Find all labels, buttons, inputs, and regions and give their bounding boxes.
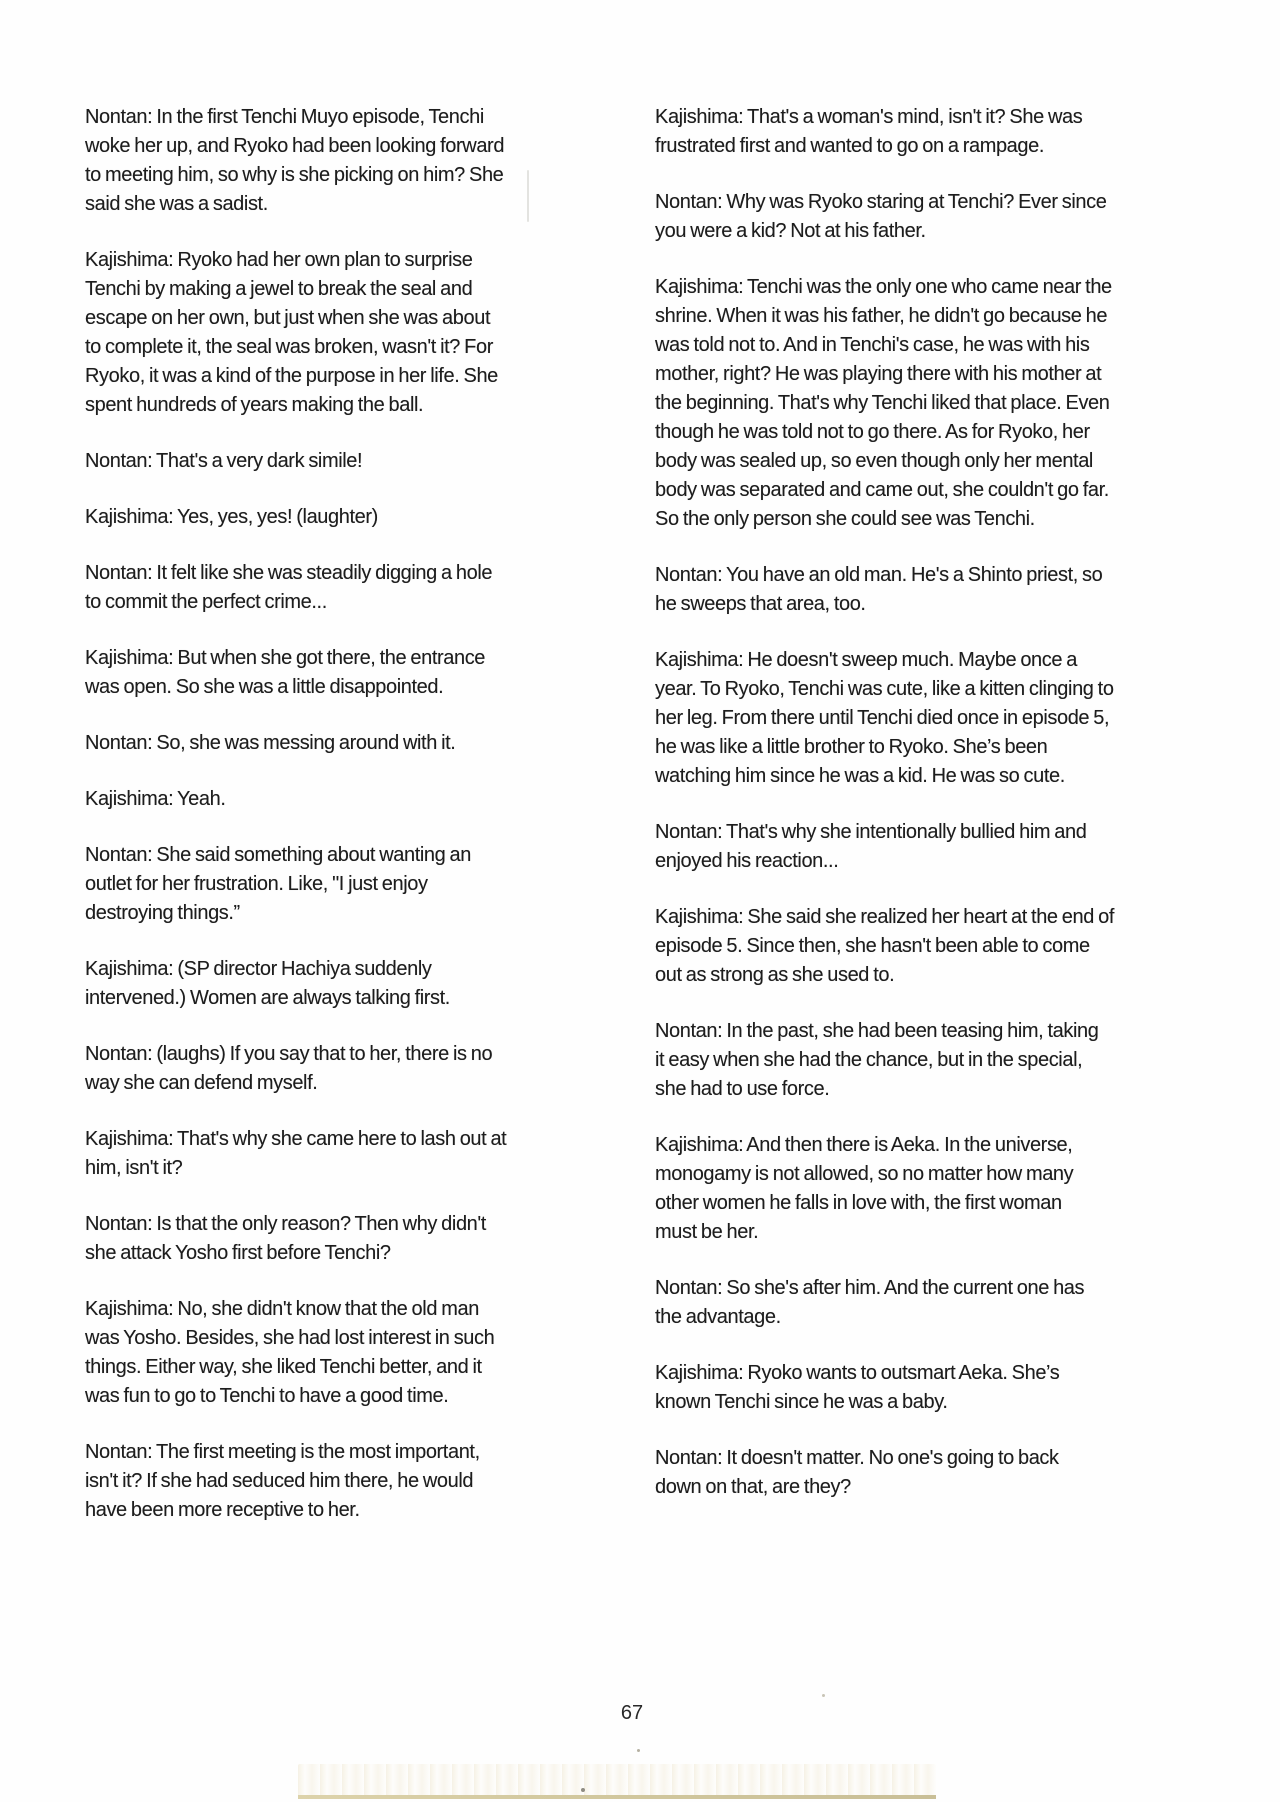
paragraph bbox=[655, 188, 1135, 246]
text-line: though he was told not to go there. As for Ryoko, her bbox=[655, 421, 1090, 443]
paragraph bbox=[655, 818, 1135, 876]
left-column bbox=[85, 103, 590, 1525]
text-line: Nontan: That's why she intentionally bullied him and bbox=[655, 821, 1087, 843]
text-line: Kajishima: Yes, yes, yes! (laughter) bbox=[85, 506, 378, 528]
text-line: he was like a little brother to Ryoko. She’s been bbox=[655, 736, 1048, 758]
text-line: body was separated and came out, she couldn't go far. bbox=[655, 479, 1109, 501]
text-line: shrine. When it was his father, he didn't go because he bbox=[655, 305, 1108, 327]
text-line: Nontan: So she's after him. And the current one has bbox=[655, 1277, 1085, 1299]
text-line: Kajishima: Ryoko had her own plan to surprise bbox=[85, 249, 473, 271]
paragraph bbox=[85, 1210, 590, 1268]
text-line: said she was a sadist. bbox=[85, 193, 268, 215]
paragraph bbox=[655, 1444, 1135, 1502]
text-line: Nontan: (laughs) If you say that to her, there is no bbox=[85, 1043, 493, 1065]
text-line: to complete it, the seal was broken, wasn't it? For bbox=[85, 336, 493, 358]
text-line: Nontan: That's a very dark simile! bbox=[85, 450, 363, 472]
paragraph bbox=[655, 1131, 1135, 1247]
text-line: Kajishima: She said she realized her heart at the end of bbox=[655, 906, 1115, 928]
text-line: woke her up, and Ryoko had been looking forward bbox=[85, 135, 505, 157]
text-line: Kajishima: Tenchi was the only one who came near the bbox=[655, 276, 1112, 298]
text-line: Nontan: So, she was messing around with it. bbox=[85, 732, 456, 754]
text-line: Nontan: The first meeting is the most important, bbox=[85, 1441, 480, 1463]
text-line: Kajishima: But when she got there, the entrance bbox=[85, 647, 486, 669]
text-line: Nontan: In the first Tenchi Muyo episode, Tenchi bbox=[85, 106, 484, 128]
paragraph bbox=[655, 1274, 1135, 1332]
text-line: Kajishima: (SP director Hachiya suddenly bbox=[85, 958, 432, 980]
scan-artifact-speck bbox=[637, 1749, 640, 1752]
text-line: Kajishima: No, she didn't know that the old man bbox=[85, 1298, 479, 1320]
scan-artifact-speck bbox=[581, 1788, 585, 1792]
text-line: mother, right? He was playing there with his mother at bbox=[655, 363, 1102, 385]
text-line: known Tenchi since he was a baby. bbox=[655, 1391, 948, 1413]
text-line: Kajishima: Ryoko wants to outsmart Aeka. She’s bbox=[655, 1362, 1060, 1384]
text-line: enjoyed his reaction... bbox=[655, 850, 839, 872]
text-line: escape on her own, but just when she was about bbox=[85, 307, 491, 329]
text-line: was Yosho. Besides, she had lost interest in such bbox=[85, 1327, 495, 1349]
scan-artifact-smudge bbox=[527, 170, 529, 222]
text-line: the advantage. bbox=[655, 1306, 781, 1328]
text-line: Nontan: It doesn't matter. No one's going to back bbox=[655, 1447, 1059, 1469]
text-line: Kajishima: Yeah. bbox=[85, 788, 226, 810]
text-line: destroying things.” bbox=[85, 902, 240, 924]
right-column bbox=[655, 103, 1135, 1502]
text-line: was told not to. And in Tenchi's case, he was with his bbox=[655, 334, 1090, 356]
scan-artifact-speck bbox=[822, 1694, 825, 1697]
text-line: was open. So she was a little disappointed. bbox=[85, 676, 444, 698]
paragraph bbox=[85, 644, 590, 702]
text-line: Kajishima: That's a woman's mind, isn't it? She was bbox=[655, 106, 1083, 128]
paragraph bbox=[655, 103, 1135, 161]
paragraph bbox=[655, 1017, 1135, 1104]
text-line: Kajishima: He doesn't sweep much. Maybe once a bbox=[655, 649, 1077, 671]
text-line: down on that, are they? bbox=[655, 1476, 851, 1498]
text-line: was fun to go to Tenchi to have a good time. bbox=[85, 1385, 449, 1407]
text-line: must be her. bbox=[655, 1221, 759, 1243]
text-line: monogamy is not allowed, so no matter how many bbox=[655, 1163, 1074, 1185]
text-line: So the only person she could see was Tenchi. bbox=[655, 508, 1035, 530]
text-line: Nontan: You have an old man. He's a Shinto priest, so bbox=[655, 564, 1103, 586]
text-line: her leg. From there until Tenchi died once in episode 5, bbox=[655, 707, 1110, 729]
paragraph bbox=[85, 1040, 590, 1098]
text-line: spent hundreds of years making the ball. bbox=[85, 394, 424, 416]
text-line: Nontan: In the past, she had been teasing him, taking bbox=[655, 1020, 1099, 1042]
paragraph bbox=[655, 273, 1135, 534]
paragraph bbox=[655, 646, 1135, 791]
scan-artifact-bottom-band bbox=[298, 1764, 936, 1797]
text-line: Nontan: Is that the only reason? Then why didn't bbox=[85, 1213, 486, 1235]
text-line: frustrated first and wanted to go on a rampage. bbox=[655, 135, 1045, 157]
paragraph bbox=[85, 103, 590, 219]
text-line: other women he falls in love with, the first woman bbox=[655, 1192, 1062, 1214]
text-line: it easy when she had the chance, but in the special, bbox=[655, 1049, 1083, 1071]
text-line: intervened.) Women are always talking first. bbox=[85, 987, 450, 1009]
text-line: the beginning. That's why Tenchi liked that place. Even bbox=[655, 392, 1110, 414]
text-line: he sweeps that area, too. bbox=[655, 593, 866, 615]
text-line: things. Either way, she liked Tenchi better, and it bbox=[85, 1356, 482, 1378]
paragraph bbox=[85, 559, 590, 617]
text-line: to meeting him, so why is she picking on him? She bbox=[85, 164, 504, 186]
text-line: way she can defend myself. bbox=[85, 1072, 318, 1094]
paragraph bbox=[655, 561, 1135, 619]
paragraph bbox=[85, 785, 590, 814]
text-line: she had to use force. bbox=[655, 1078, 830, 1100]
text-line: body was sealed up, so even though only her mental bbox=[655, 450, 1093, 472]
paragraph bbox=[85, 503, 590, 532]
text-line: watching him since he was a kid. He was so cute. bbox=[655, 765, 1065, 787]
text-line: Kajishima: And then there is Aeka. In the universe, bbox=[655, 1134, 1073, 1156]
paragraph bbox=[85, 729, 590, 758]
text-line: Nontan: She said something about wanting an bbox=[85, 844, 471, 866]
text-line: you were a kid? Not at his father. bbox=[655, 220, 926, 242]
paragraph bbox=[85, 246, 590, 420]
paragraph bbox=[655, 1359, 1135, 1417]
text-line: isn't it? If she had seduced him there, he would bbox=[85, 1470, 474, 1492]
paragraph bbox=[655, 903, 1135, 990]
text-line: have been more receptive to her. bbox=[85, 1499, 360, 1521]
text-line: Nontan: Why was Ryoko staring at Tenchi? Ever since bbox=[655, 191, 1107, 213]
text-line: to commit the perfect crime... bbox=[85, 591, 327, 613]
text-line: Kajishima: That's why she came here to lash out at bbox=[85, 1128, 507, 1150]
scan-artifact-bottom-rule bbox=[298, 1795, 936, 1799]
paragraph bbox=[85, 841, 590, 928]
text-line: out as strong as she used to. bbox=[655, 964, 895, 986]
text-line: him, isn't it? bbox=[85, 1157, 183, 1179]
paragraph bbox=[85, 1125, 590, 1183]
text-line: Nontan: It felt like she was steadily digging a hole bbox=[85, 562, 493, 584]
paragraph bbox=[85, 1438, 590, 1525]
paragraph bbox=[85, 1295, 590, 1411]
text-line: episode 5. Since then, she hasn't been able to come bbox=[655, 935, 1090, 957]
paragraph bbox=[85, 955, 590, 1013]
text-line: Ryoko, it was a kind of the purpose in her life. She bbox=[85, 365, 498, 387]
text-line: Tenchi by making a jewel to break the seal and bbox=[85, 278, 473, 300]
text-line: outlet for her frustration. Like, "I just enjoy bbox=[85, 873, 428, 895]
text-line: she attack Yosho first before Tenchi? bbox=[85, 1242, 391, 1264]
paragraph bbox=[85, 447, 590, 476]
text-line: year. To Ryoko, Tenchi was cute, like a kitten clinging to bbox=[655, 678, 1114, 700]
page-number: 67 bbox=[620, 1702, 644, 1724]
